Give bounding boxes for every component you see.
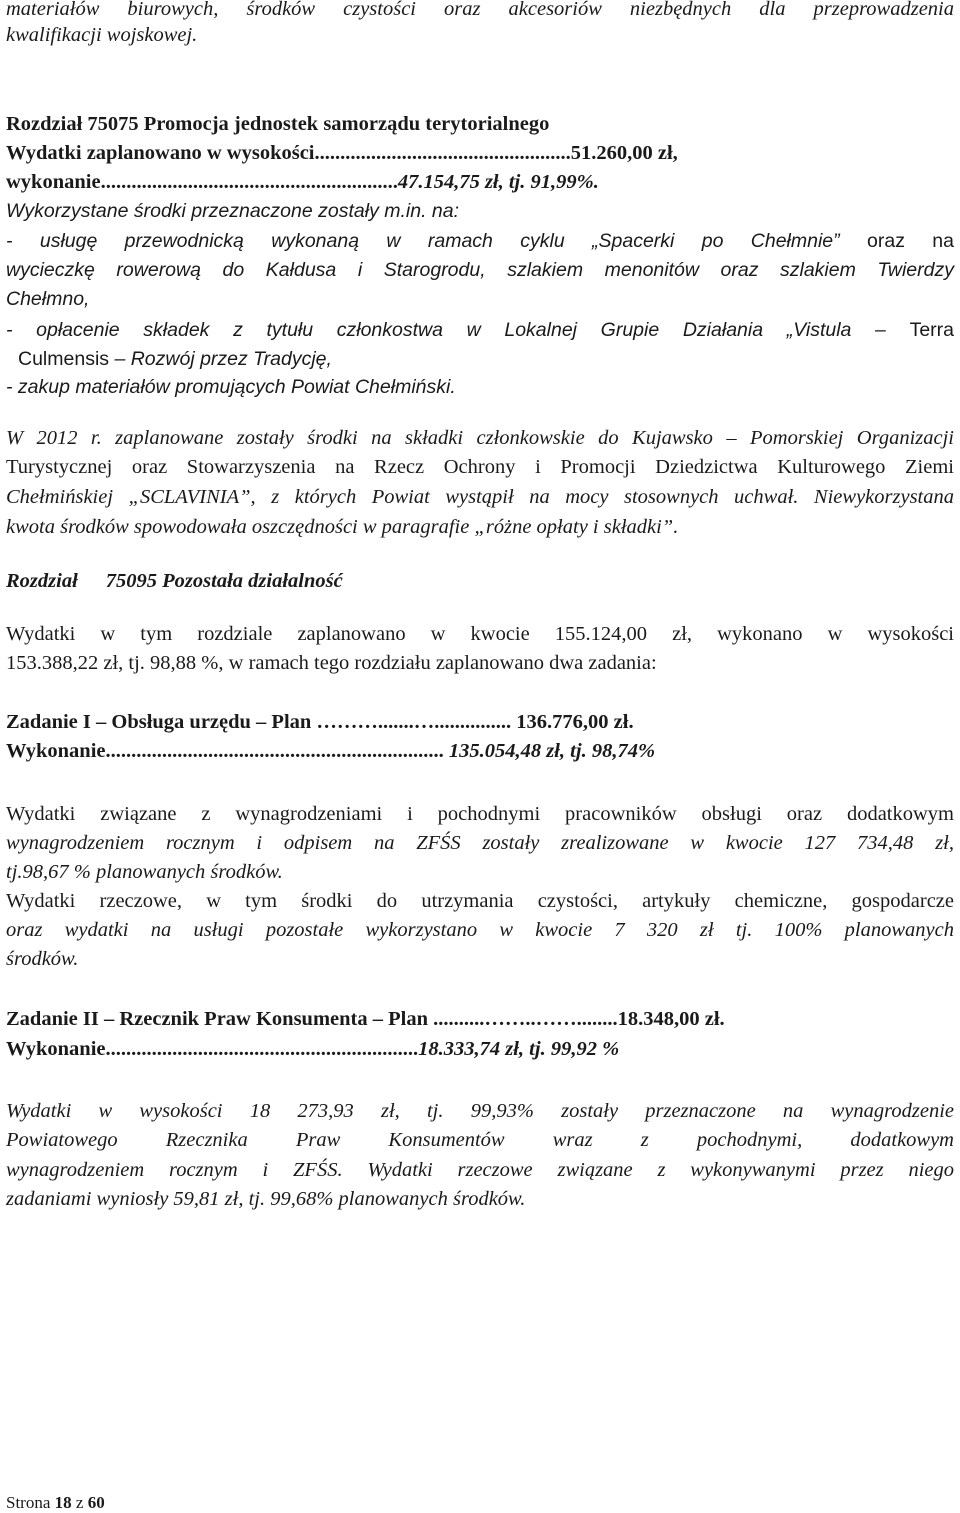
execution-label: wykonanie [6, 171, 101, 193]
bullet-text: - usługę przewodnicką wykonaną w ramach cyklu „Spacerki po Chełmnie” [6, 230, 840, 252]
execution-value: 47.154,75 zł, tj. 91,99%. [397, 171, 599, 193]
text-line: Wydatki w wysokości 18 273,93 zł, tj. 99,93% zostały przeznaczone na wynagrodzenie [6, 1100, 954, 1122]
execution-value: 135.054,48 zł, tj. 98,74% [448, 740, 656, 762]
execution-label: Wykonanie [6, 740, 106, 762]
dot-leader: .................................................................. [105, 740, 444, 762]
text-line: materiałów biurowych, środków czystości oraz akcesoriów niezbędnych dla przeprowadzenia [6, 0, 954, 20]
dot-leader: .................................................. [314, 142, 571, 164]
text-line [18, 346, 954, 372]
text-line: Chełmińskiej „SCLAVINIA”, z których Powiat wystąpił na mocy stosownych uchwał. Niewykorzystana [6, 486, 954, 508]
text-line: kwalifikacji wojskowej. [6, 24, 198, 46]
footer-of: z [75, 1493, 84, 1512]
text-line: oraz wydatki na usługi pozostałe wykorzystano w kwocie 7 320 zł tj. 100% planowanych [6, 919, 954, 941]
text-line: Wydatki rzeczowe, w tym środki do utrzymania czystości, artykuły chemiczne, gospodarcze [6, 890, 954, 912]
page-footer [6, 1493, 105, 1513]
bullet-text: Terra [909, 319, 955, 341]
execution-value: 18.333,74 zł, tj. 99,92 % [418, 1038, 620, 1060]
heading-label: Rozdział [6, 570, 78, 592]
text-line: wynagrodzeniem rocznym i odpisem na ZFŚS zostały zrealizowane w kwocie 127 734,48 zł, [6, 832, 954, 854]
section-heading-75075: Rozdział 75075 Promocja jednostek samorządu terytorialnego [6, 113, 550, 135]
footer-label: Strona [6, 1493, 51, 1512]
dot-leader: .......................................................... [100, 171, 398, 193]
task-1-plan-line: Zadanie I – Obsługa urzędu – Plan ……….......…............... 136.776,00 zł. [6, 711, 634, 733]
task-1-execution-line [6, 738, 954, 764]
page-total: 60 [87, 1493, 105, 1512]
planned-label: Wydatki zaplanowano w wysokości [6, 142, 315, 164]
dot-leader: ............................................................. [105, 1038, 419, 1060]
heading-title: 75095 Pozostała działalność [105, 570, 343, 592]
text-fragment: Culmensis [18, 348, 110, 370]
bullet-text: oraz na [867, 230, 954, 252]
text-line: kwota środków spowodowała oszczędności w paragrafie „różne opłaty i składki”. [6, 516, 679, 538]
execution-line [6, 169, 954, 195]
bullet-item: - zakup materiałów promujących Powiat Chełmiński. [6, 376, 456, 398]
text-line: Wykorzystane środki przeznaczone zostały m.in. na: [6, 200, 460, 222]
text-line: Wydatki związane z wynagrodzeniami i pochodnymi pracowników obsługi oraz dodatkowym [6, 803, 954, 825]
text-line: 153.388,22 zł, tj. 98,88 %, w ramach tego rozdziału zaplanowano dwa zadania: [6, 652, 657, 674]
text-line: środków. [6, 948, 79, 970]
text-line: tj.98,67 % planowanych środków. [6, 861, 283, 883]
task-2-plan-line: Zadanie II – Rzecznik Praw Konsumenta – Plan ..........……..……........18.348,00 zł. [6, 1008, 725, 1030]
text-fragment: – Rozwój przez Tradycję, [114, 348, 332, 370]
text-line: wycieczkę rowerową do Kałdusa i Starogrodu, szlakiem menonitów oraz szlakiem Twierdzy [6, 259, 954, 281]
section-heading-75095 [6, 568, 954, 594]
planned-value: 51.260,00 zł, [570, 142, 678, 164]
text-line: wynagrodzeniem rocznym i ZFŚS. Wydatki rzeczowe związane z wykonywanymi przez niego [6, 1159, 954, 1181]
text-line: Powiatowego Rzecznika Praw Konsumentów wraz z pochodnymi, dodatkowym [6, 1129, 954, 1151]
bullet-item [6, 228, 954, 254]
text-line: W 2012 r. zaplanowane zostały środki na składki członkowskie do Kujawsko – Pomorskiej Organizacji [6, 427, 954, 449]
planned-amount-line [6, 140, 954, 166]
text-line: Chełmno, [6, 288, 90, 310]
text-line: Wydatki w tym rozdziale zaplanowano w kwocie 155.124,00 zł, wykonano w wysokości [6, 623, 954, 645]
text-line: Turystycznej oraz Stowarzyszenia na Rzecz Ochrony i Promocji Dziedzictwa Kulturowego Ziemi [6, 456, 954, 478]
text-line: zadaniami wyniosły 59,81 zł, tj. 99,68% planowanych środków. [6, 1188, 526, 1210]
bullet-item [6, 317, 954, 343]
execution-label: Wykonanie [6, 1038, 106, 1060]
task-2-execution-line [6, 1036, 954, 1062]
page-number: 18 [54, 1493, 72, 1512]
bullet-text: - opłacenie składek z tytułu członkostwa w Lokalnej Grupie Działania „Vistula – [6, 319, 886, 341]
